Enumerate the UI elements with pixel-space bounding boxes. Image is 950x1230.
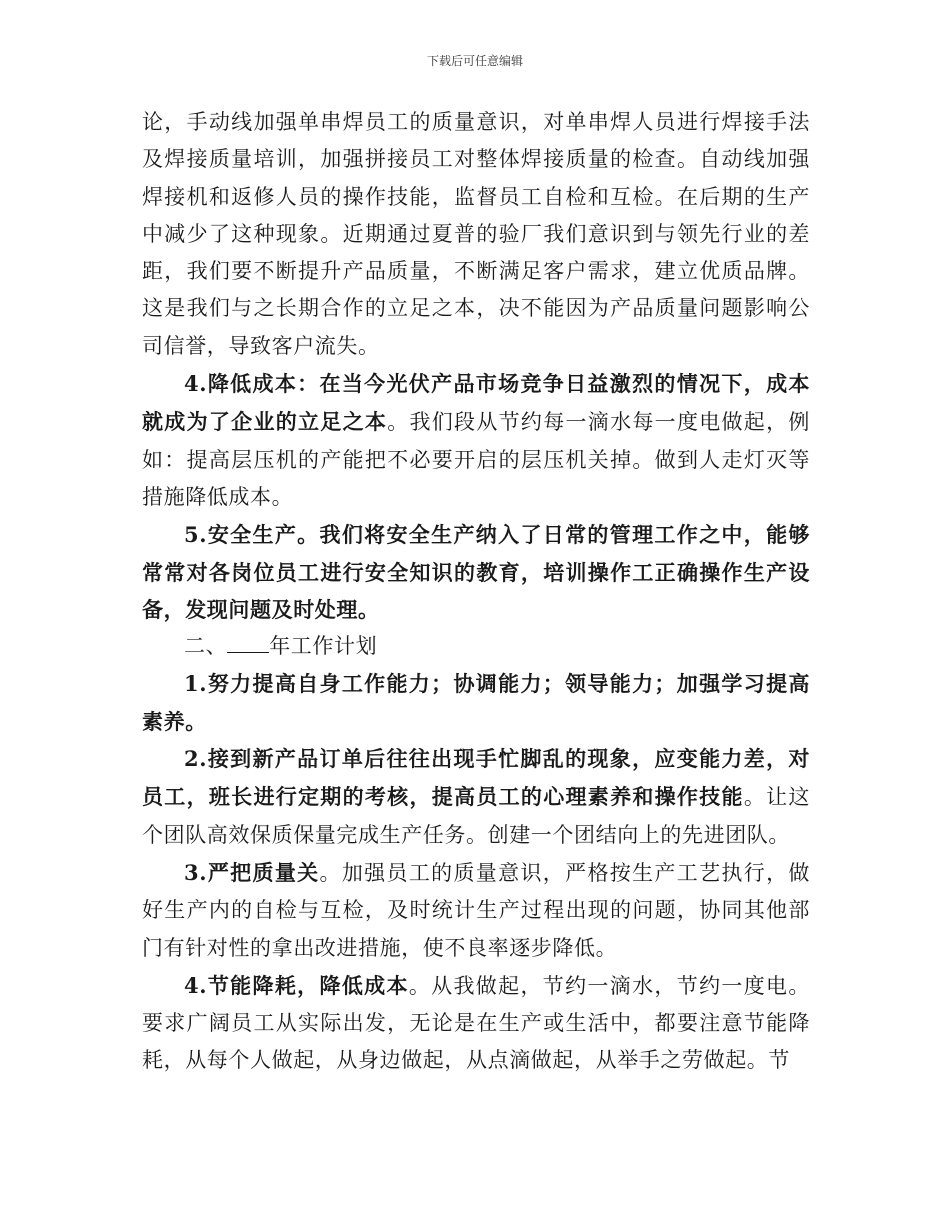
paragraph-safety-production: 5.安全生产。我们将安全生产纳入了日常的管理工作之中，能够常常对各岗位员工进行安全知识的教育，培训操作工正确操作生产设备，发现问题及时处理。 — [142, 522, 810, 622]
plan-item-4 — [142, 967, 810, 1080]
plan-item-1: 1.努力提高自身工作能力；协调能力；领导能力；加强学习提高素养。 — [142, 671, 810, 734]
page-header: 下载后可任意编辑 — [426, 54, 523, 68]
plan-item-2-body: 。让这个团队高效保质保量完成生产任务。创建一个团结向上的先进团队。 — [142, 785, 810, 847]
paragraph-reduce-cost — [142, 365, 810, 516]
plan-item-3-heading: 3.严把质量关 — [184, 859, 320, 885]
plan-item-3 — [142, 854, 810, 967]
plan-item-4-heading: 4.节能降耗，降低成本 — [184, 972, 409, 998]
document-body — [142, 104, 810, 1080]
heading-reduce-cost: 4.降低成本：在当今光伏产品市场竞争日益激烈的情况下，成本就成为了企业的立足之本 — [142, 371, 810, 435]
paragraph-quality-continued: 论，手动线加强单串焊员工的质量意识，对单串焊人员进行焊接手法及焊接质量培训，加强拼接员工对整体焊接质量的检查。自动线加强焊接机和返修人员的操作技能，监督员工自检和互检。在后期的生产中减少了这种现象。近期通过夏普的验厂我们意识到与领先行业的差距，我们要不断提升产品质量，不断满足客户需求，建立优质品牌。这是我们与之长期合作的立足之本，决不能因为产品质量问题影响公司信誉，导致客户流失。 — [142, 110, 810, 358]
plan-item-2 — [142, 740, 810, 854]
plan-item-2-heading: 2.接到新产品订单后往往出现手忙脚乱的现象，应变能力差，对员工，班长进行定期的考核，提高员工的心理素养和操作技能 — [142, 746, 810, 810]
section-title: 年工作计划 — [269, 634, 378, 659]
section-number: 二、 — [184, 634, 228, 659]
year-blank-underline — [227, 634, 269, 653]
plan-item-3-body: 。加强员工的质量意识，严格按生产工艺执行，做好生产内的自检与互检，及时统计生产过程出现的问题，协同其他部门有针对性的拿出改进措施，使不良率逐步降低。 — [142, 860, 810, 960]
plan-item-4-body: 。从我做起，节约一滴水，节约一度电。要求广阔员工从实际出发，无论是在生产或生活中，都要注意节能降耗，从每个人做起，从身边做起，从点滴做起，从举手之劳做起。节 — [142, 973, 810, 1073]
section-heading-work-plan — [142, 628, 810, 665]
body-reduce-cost: 。我们段从节约每一滴水每一度电做起，例如：提高层压机的产能把不必要开启的层压机关掉。做到人走灯灭等措施降低成本。 — [142, 410, 810, 509]
